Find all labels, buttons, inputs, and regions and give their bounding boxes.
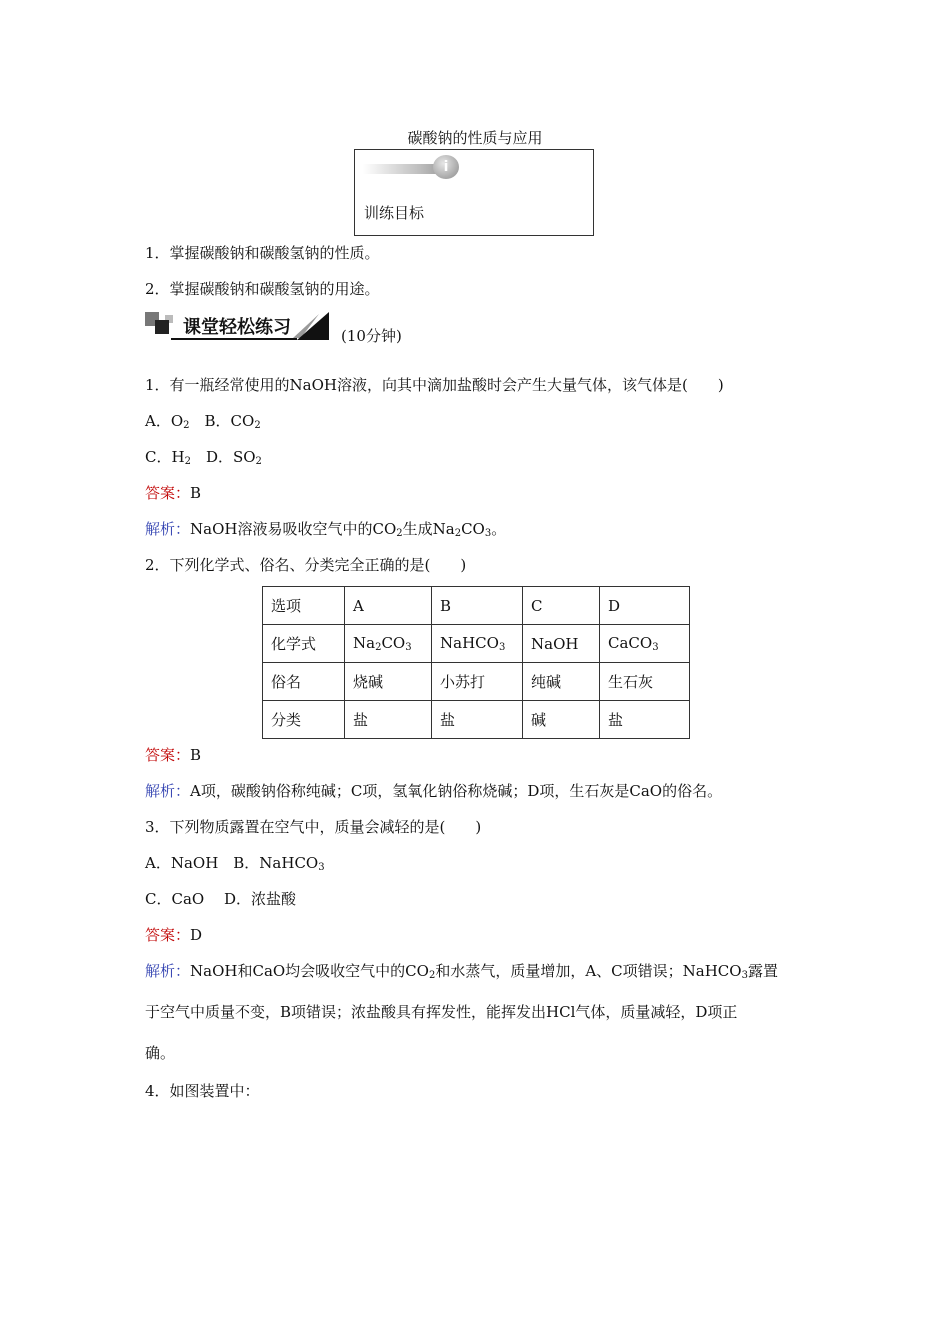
table-cell: CaCO$_3$ <box>600 625 690 663</box>
q3-answer: 答案：D <box>145 926 203 944</box>
q2-answer: 答案：B <box>145 746 202 764</box>
table-row <box>263 701 690 739</box>
q2-stem: 2．下列化学式、俗名、分类完全正确的是( ) <box>145 556 467 574</box>
training-goal-box <box>354 149 594 236</box>
table-cell: 选项 <box>263 587 345 625</box>
table-row <box>263 587 690 625</box>
table-cell: NaHCO$_3$ <box>432 625 523 663</box>
table-cell: B <box>432 587 523 625</box>
table-cell: A <box>345 587 432 625</box>
goal-label: 训练目标 <box>364 204 425 222</box>
table-cell: 化学式 <box>263 625 345 663</box>
table-cell: 盐 <box>432 701 523 739</box>
q3-explanation-line-1: 解析：NaOH和CaO均会吸收空气中的$CO_2$和水蒸气，质量增加，A、C项错误；NaHCO$_3$露置 <box>145 962 778 981</box>
table-cell: NaOH <box>523 625 600 663</box>
q1-options-ab: A．$O_2$ B．$CO_2$ <box>145 412 261 431</box>
goal-item-2: 2．掌握碳酸钠和碳酸氢钠的用途。 <box>145 280 380 298</box>
section-deco-square <box>155 320 169 334</box>
q1-stem: 1．有一瓶经常使用的NaOH溶液，向其中滴加盐酸时会产生大量气体，该气体是( ) <box>145 376 724 394</box>
section-title: 课堂轻松练习 <box>171 316 297 340</box>
q2-options-table <box>262 586 690 739</box>
table-row <box>263 663 690 701</box>
page-title: 碳酸钠的性质与应用 <box>407 129 543 147</box>
q2-explanation: 解析：A项，碳酸钠俗称纯碱；C项，氢氧化钠俗称烧碱；D项，生石灰是CaO的俗名。 <box>145 782 723 800</box>
table-cell: 盐 <box>600 701 690 739</box>
table-row <box>263 625 690 663</box>
q1-options-cd: C．$H_2$ D．$SO_2$ <box>145 448 262 467</box>
table-cell: 生石灰 <box>600 663 690 701</box>
q3-explanation-line-2: 于空气中质量不变，B项错误；浓盐酸具有挥发性，能挥发出HCl气体，质量减轻，D项正 <box>145 1003 738 1021</box>
table-cell: $Na_2CO_3$ <box>345 625 432 663</box>
q3-explanation-line-3: 确。 <box>145 1044 176 1062</box>
table-cell: 分类 <box>263 701 345 739</box>
info-icon: i <box>433 155 459 179</box>
table-cell: C <box>523 587 600 625</box>
section-time: (10分钟) <box>341 327 402 345</box>
table-cell: 小苏打 <box>432 663 523 701</box>
table-cell: 盐 <box>345 701 432 739</box>
table-cell: 烧碱 <box>345 663 432 701</box>
q3-options-ab: A．NaOH B．NaHCO$_3$ <box>145 854 325 873</box>
table-cell: D <box>600 587 690 625</box>
table-cell: 碱 <box>523 701 600 739</box>
goal-item-1: 1．掌握碳酸钠和碳酸氢钠的性质。 <box>145 244 380 262</box>
q1-explanation: 解析：NaOH溶液易吸收空气中的$CO_2$生成$Na_2CO_3$。 <box>145 520 507 539</box>
q4-stem: 4．如图装置中： <box>145 1082 260 1100</box>
q3-options-cd: C．CaO D．浓盐酸 <box>145 890 296 908</box>
q3-stem: 3．下列物质露置在空气中，质量会减轻的是( ) <box>145 818 482 836</box>
table-cell: 纯碱 <box>523 663 600 701</box>
q1-answer: 答案：B <box>145 484 202 502</box>
table-cell: 俗名 <box>263 663 345 701</box>
